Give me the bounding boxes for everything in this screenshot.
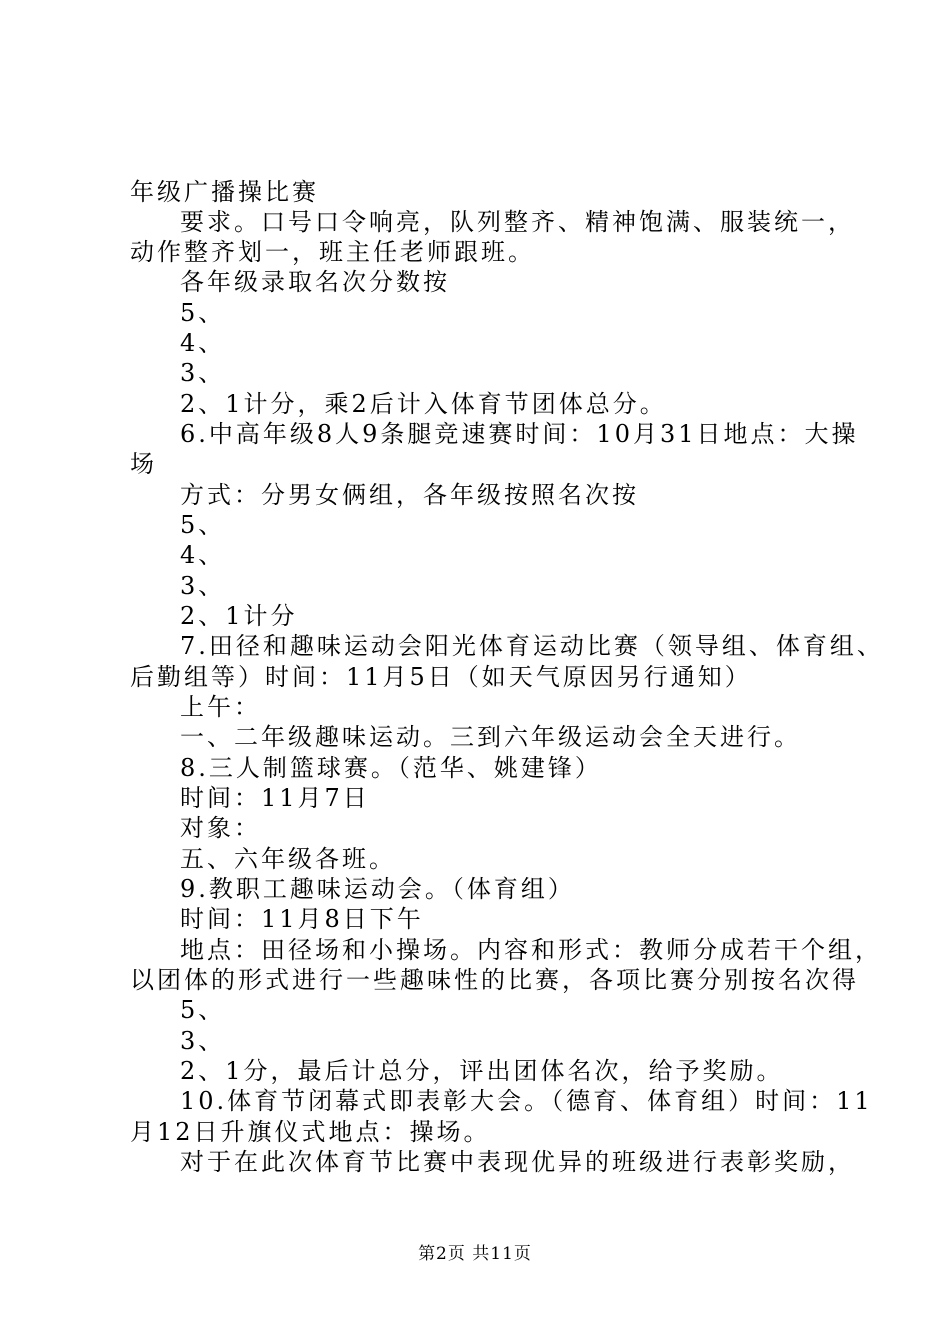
text-line-7: 3、 xyxy=(180,359,226,387)
text-line-6: 4、 xyxy=(180,329,226,357)
text-line-24: 9.教职工趣味运动会。（体育组） xyxy=(180,875,575,903)
text-line-22: 对象： xyxy=(180,814,261,842)
text-line-19: 一、二年级趣味运动。三到六年级运动会全天进行。 xyxy=(180,723,801,751)
text-line-31: 10.体育节闭幕式即表彰大会。（德育、体育组）时间：11 xyxy=(180,1087,873,1115)
text-line-33: 对于在此次体育节比赛中表现优异的班级进行表彰奖励， xyxy=(180,1148,855,1176)
text-line-9: 6.中高年级8人9条腿竞速赛时间：10月31日地点：大操 xyxy=(180,420,859,448)
text-line-11: 方式：分男女俩组，各年级按照名次按 xyxy=(180,481,639,509)
text-line-29: 3、 xyxy=(180,1027,226,1055)
text-line-28: 5、 xyxy=(180,996,226,1024)
text-line-18: 上午： xyxy=(180,693,261,721)
text-line-26: 地点：田径场和小操场。内容和形式：教师分成若干个组， xyxy=(180,936,882,964)
text-line-30: 2、1分，最后计总分，评出团体名次，给予奖励。 xyxy=(180,1057,784,1085)
text-line-17: 后勤组等）时间：11月5日（如天气原因另行通知） xyxy=(130,663,752,691)
text-line-32: 月12日升旗仪式地点：操场。 xyxy=(130,1118,491,1146)
text-line-16: 7.田径和趣味运动会阳光体育运动比赛（领导组、体育组、 xyxy=(180,632,884,660)
text-line-21: 时间：11月7日 xyxy=(180,784,370,812)
text-line-3: 动作整齐划一，班主任老师跟班。 xyxy=(130,238,535,266)
page-number-footer: 第2页 共11页 xyxy=(418,1244,532,1264)
text-line-8: 2、1计分，乘2后计入体育节团体总分。 xyxy=(180,390,667,418)
text-line-25: 时间：11月8日下午 xyxy=(180,905,424,933)
text-line-5: 5、 xyxy=(180,299,226,327)
text-line-10: 场 xyxy=(130,450,157,478)
text-line-4: 各年级录取名次分数按 xyxy=(180,268,450,296)
text-line-1: 年级广播操比赛 xyxy=(130,178,319,206)
text-line-2: 要求。口号口令响亮，队列整齐、精神饱满、服装统一， xyxy=(180,208,855,236)
text-line-14: 3、 xyxy=(180,572,226,600)
text-line-12: 5、 xyxy=(180,511,226,539)
text-line-13: 4、 xyxy=(180,541,226,569)
text-line-15: 2、1计分 xyxy=(180,602,298,630)
text-line-23: 五、六年级各班。 xyxy=(180,845,396,873)
text-line-20: 8.三人制篮球赛。（范华、姚建锋） xyxy=(180,754,602,782)
text-line-27: 以团体的形式进行一些趣味性的比赛，各项比赛分别按名次得 xyxy=(130,966,859,994)
